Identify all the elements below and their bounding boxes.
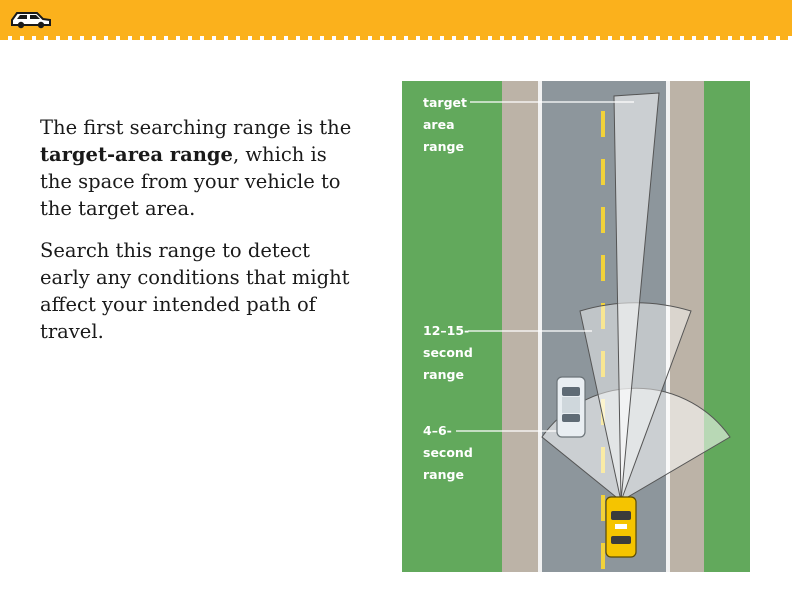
label-4-6-second-range: 4–6- second range: [423, 423, 473, 482]
white-car: [557, 377, 585, 437]
header-divider: [0, 36, 792, 40]
left-shoulder: [502, 81, 538, 572]
label-target-area-range: target area range: [423, 95, 467, 154]
paragraph-target-area: The first searching range is the target-area range, which is the space from your vehicle to the target area.: [40, 116, 352, 220]
slide-body: [40, 114, 360, 360]
term-target-area-range: target-area range: [40, 143, 233, 166]
header-banner: [0, 0, 792, 38]
label-12-15-second-range: 12–15- second range: [423, 323, 473, 382]
paragraph-search-range: Search this range to detect early any conditions that might affect your intended path of travel.: [40, 239, 350, 343]
searching-range-diagram: [402, 81, 750, 572]
car-icon: [10, 9, 52, 29]
taxi-car: [606, 497, 636, 557]
